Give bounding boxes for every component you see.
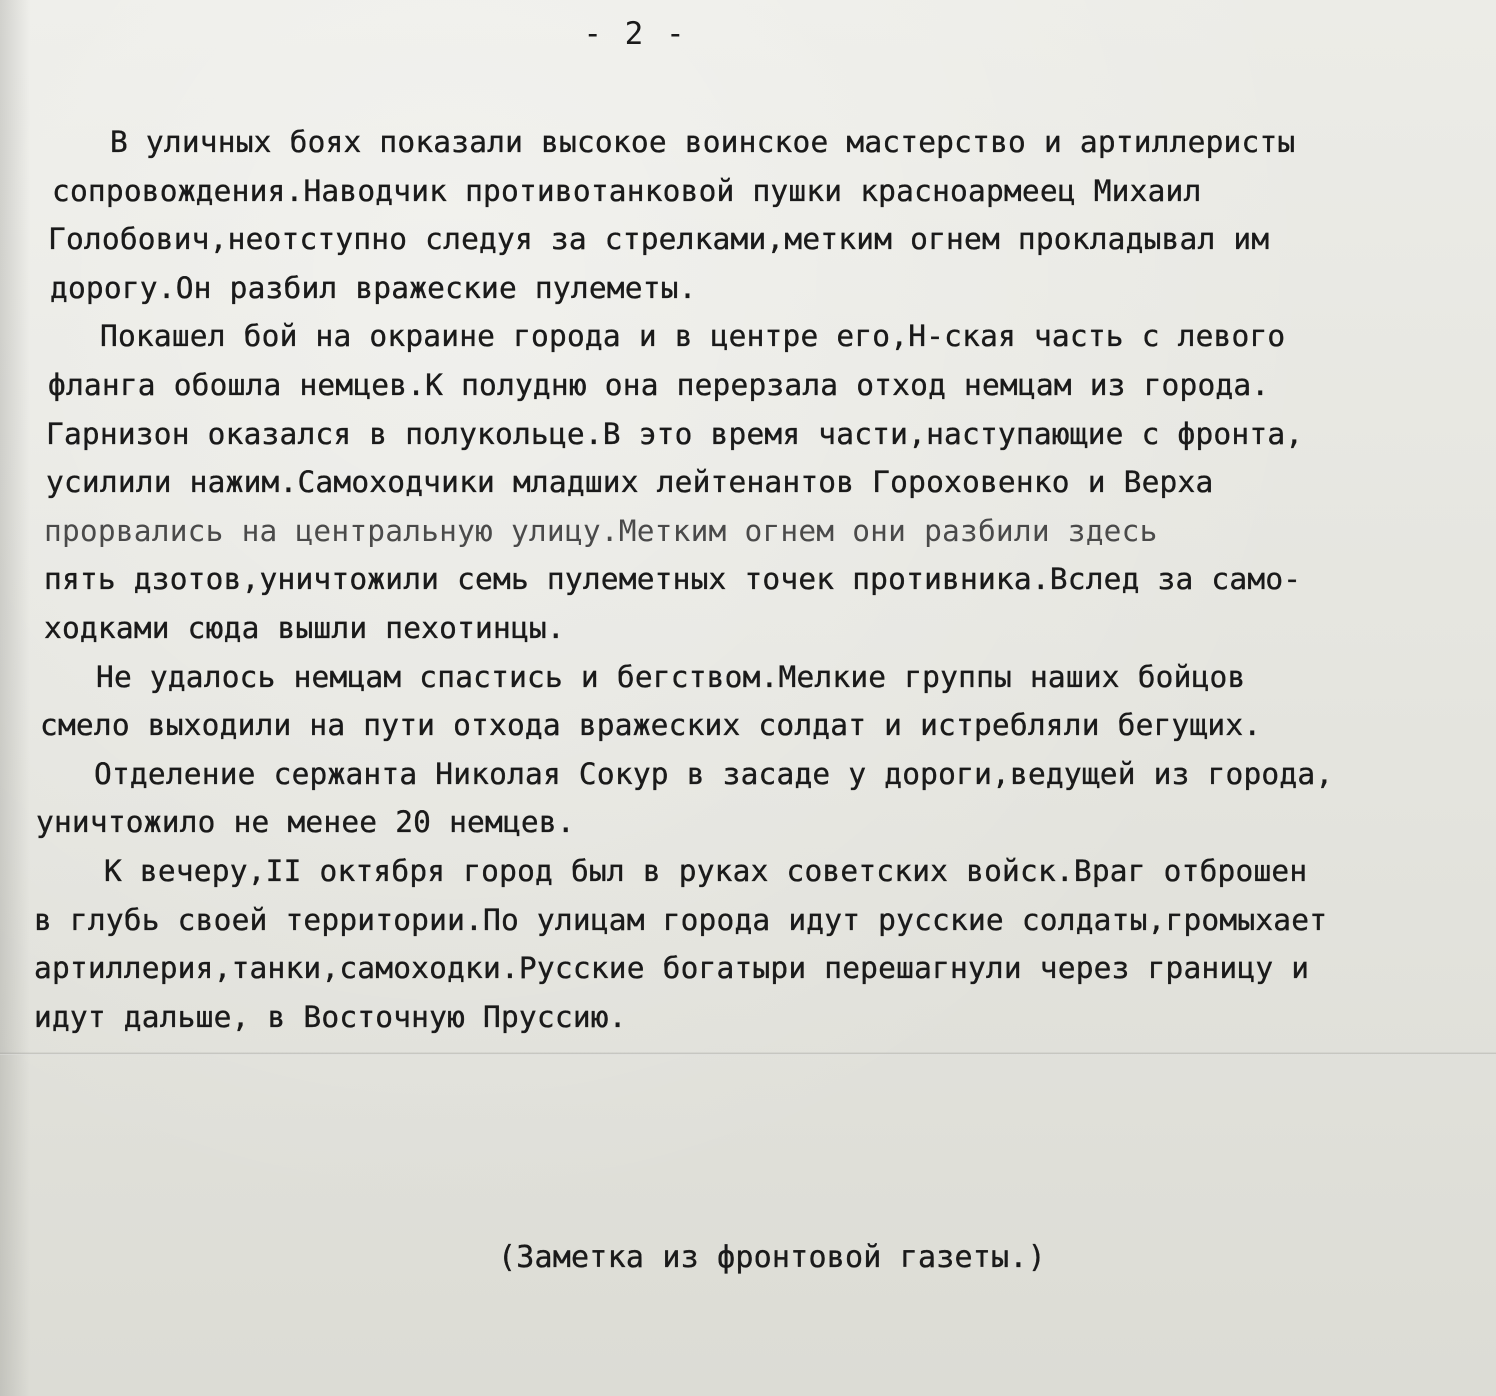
text-line: пять дзотов,уничтожили семь пулеметных точек противника.Вслед за само-	[44, 562, 1302, 597]
text-line: фланга обошла немцев.К полудню она перерзала отход немцам из города.	[48, 367, 1270, 402]
text-line: смело выходили на пути отхода вражеских солдат и истребляли бегущих.	[40, 708, 1262, 743]
text-line: Отделение сержанта Николая Сокур в засаде у дороги,ведущей из города,	[94, 756, 1334, 791]
text-line: дорогу.Он разбил вражеские пулеметы.	[50, 270, 697, 305]
text-line: К вечеру,II октября город был в руках советских войск.Враг отброшен	[104, 853, 1308, 888]
text-line: усилили нажим.Самоходчики младших лейтенантов Гороховенко и Верха	[46, 465, 1214, 500]
paper-fold-line	[0, 1052, 1496, 1055]
text-line: прорвались на центральную улицу.Метким огнем они разбили здесь	[44, 513, 1158, 548]
text-line: Не удалось немцам спастись и бегством.Мелкие группы наших бойцов	[96, 659, 1246, 694]
article-body	[34, 118, 1470, 1041]
text-line: Покашел бой на окраине города и в центре его,Н-ская часть с левого	[100, 319, 1286, 354]
text-line: идут дальше, в Восточную Пруссию.	[34, 999, 627, 1034]
page-edge-shadow	[0, 0, 30, 1396]
text-line: Голобович,неотступно следуя за стрелками,метким огнем прокладывал им	[48, 222, 1270, 257]
page-number: - 2 -	[583, 16, 687, 52]
text-line: В уличных боях показали высокое воинское мастерство и артиллеристы	[110, 125, 1296, 159]
source-note: (Заметка из фронтовой газеты.)	[498, 1240, 1046, 1275]
text-line: в глубь своей территории.По улицам города идут русские солдаты,громыхает	[34, 902, 1328, 937]
text-line: Гарнизон оказался в полукольце.В это время части,наступающие с фронта,	[46, 416, 1304, 451]
text-line: артиллерия,танки,самоходки.Русские богатыри перешагнули через границу и	[34, 951, 1310, 986]
text-line: сопровождения.Наводчик противотанковой пушки красноармеец Михаил	[52, 173, 1202, 208]
text-line: ходками сюда вышли пехотинцы.	[44, 610, 565, 645]
text-line: уничтожило не менее 20 немцев.	[36, 805, 575, 840]
